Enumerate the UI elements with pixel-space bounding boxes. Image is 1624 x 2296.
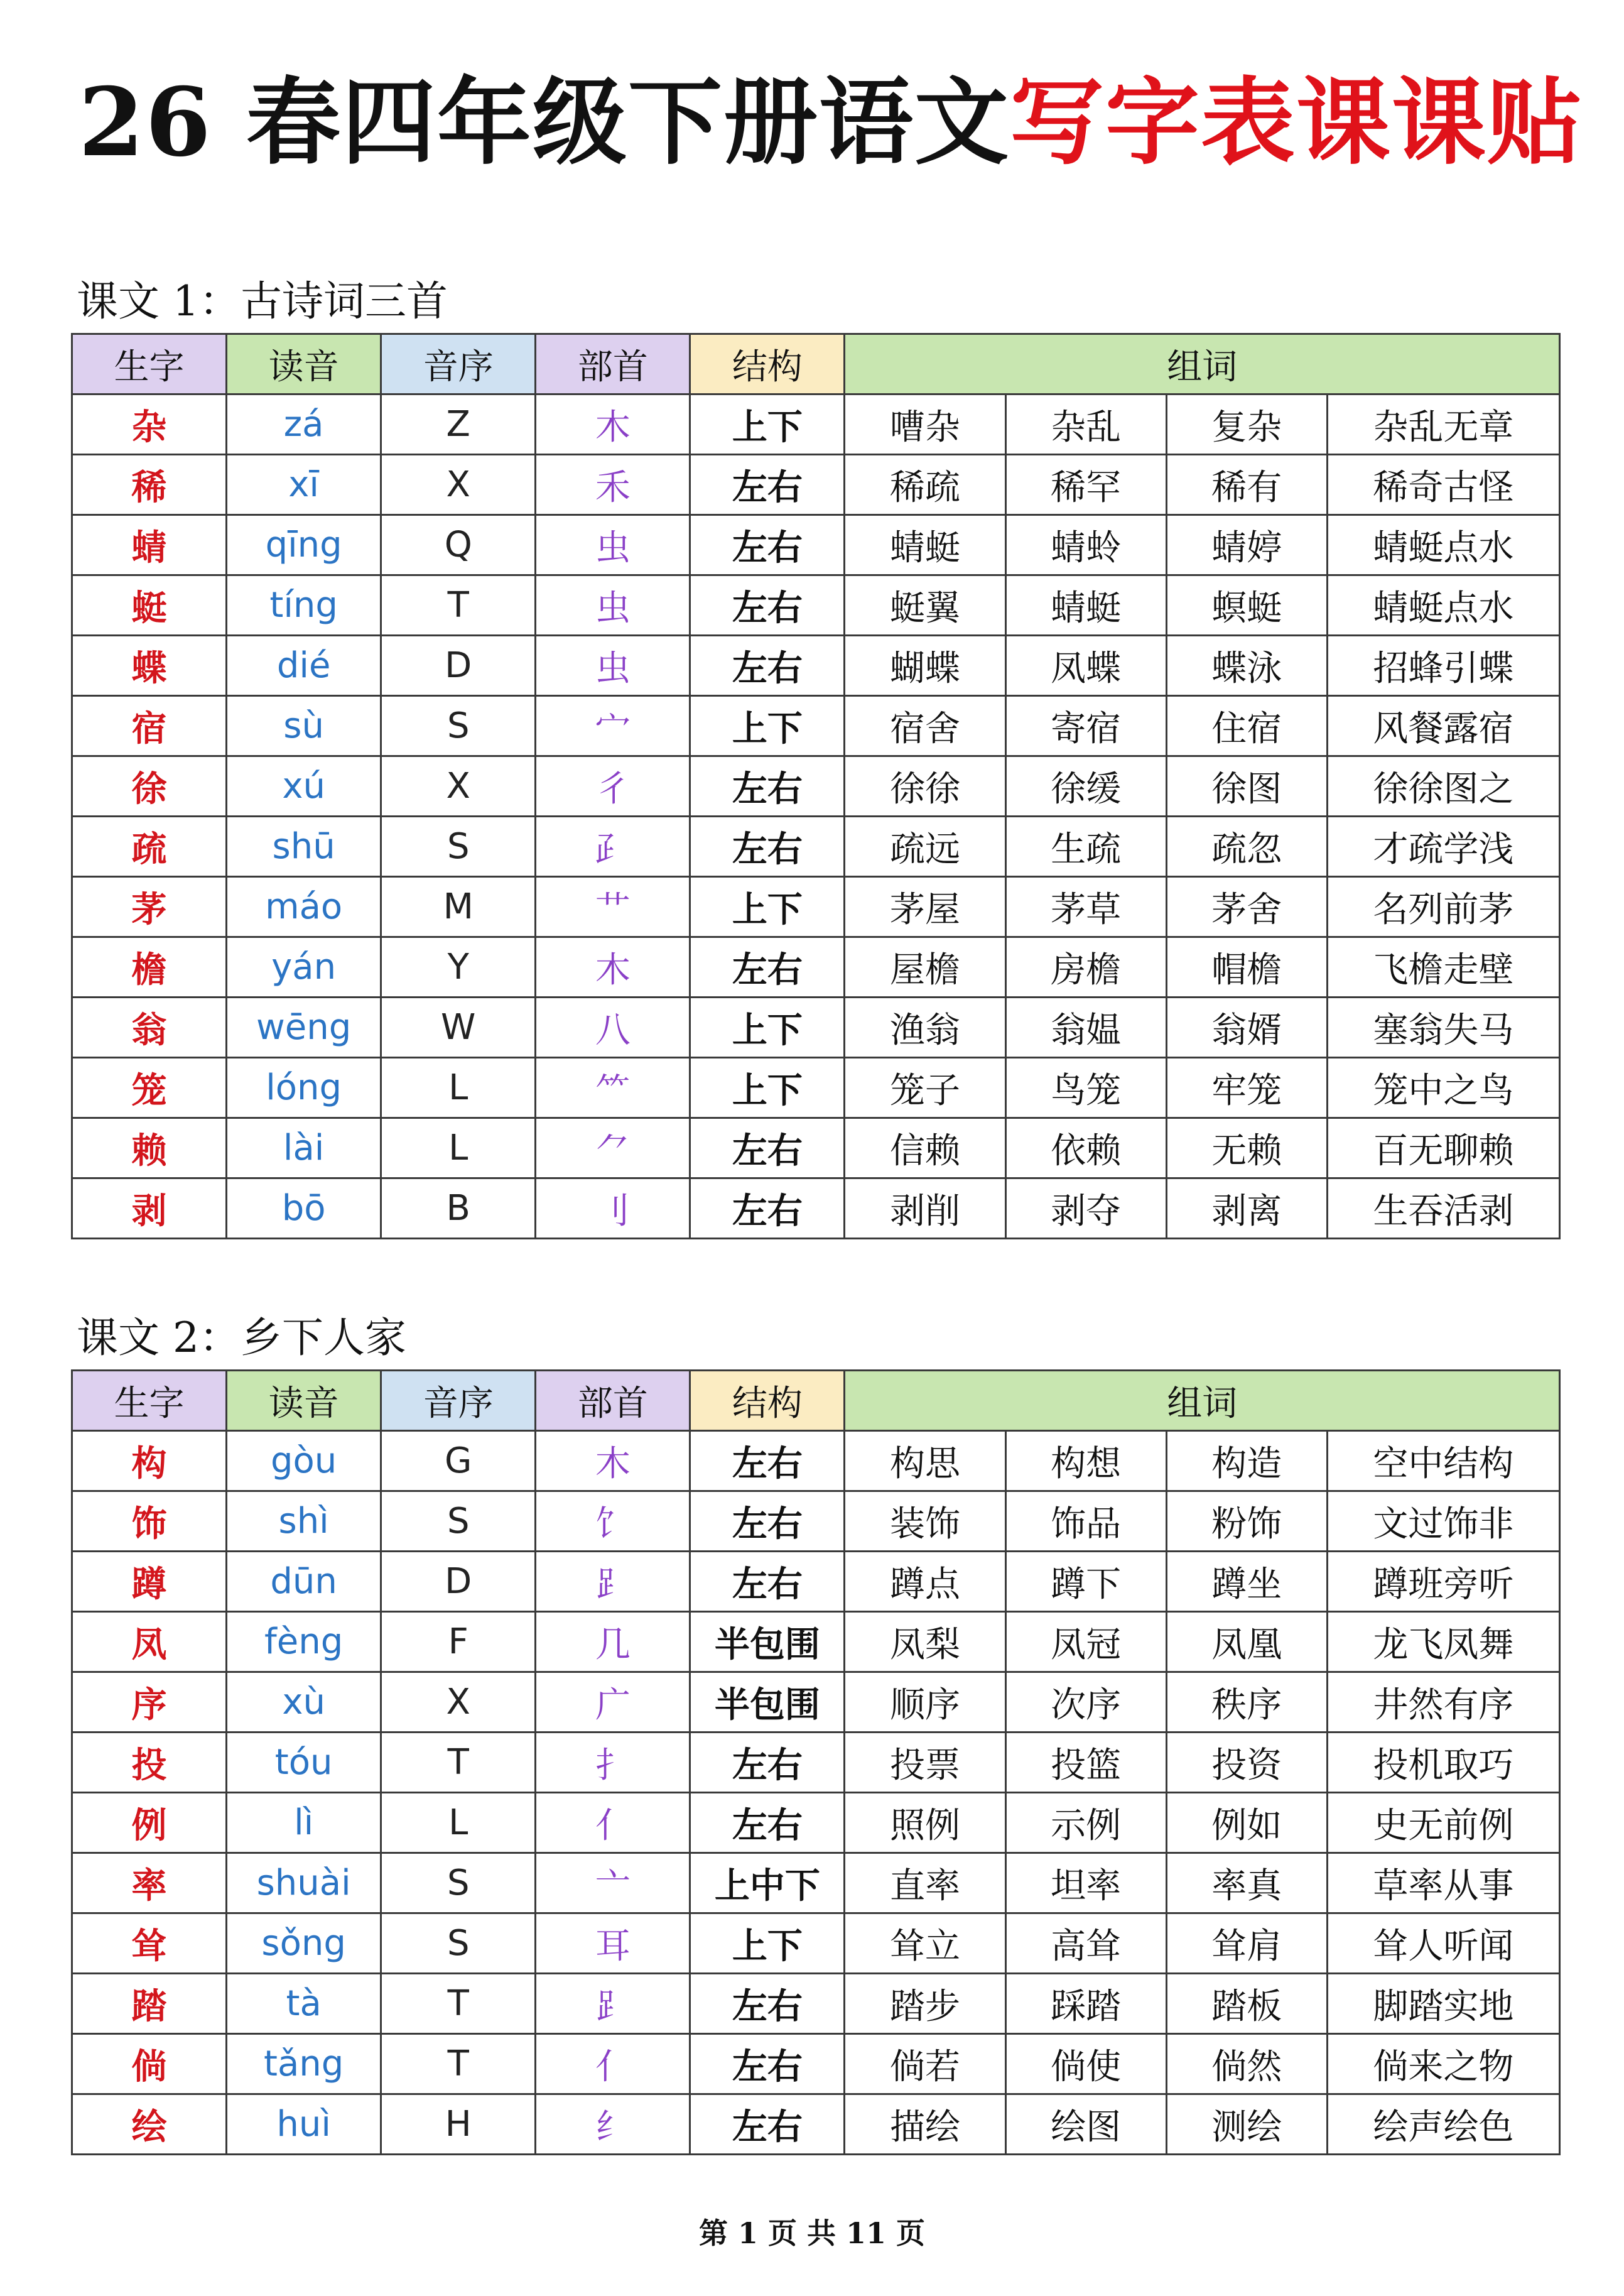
- header-structure: 结构: [690, 1371, 845, 1431]
- radical-cell: 扌: [536, 1733, 690, 1793]
- word-cell: 牢笼: [1166, 1058, 1327, 1118]
- word-cell: 稀疏: [845, 455, 1005, 515]
- header-order: 音序: [381, 334, 536, 394]
- structure-cell: 上下: [690, 1913, 845, 1974]
- word-cell: 稀有: [1166, 455, 1327, 515]
- idiom-cell: 绘声绘色: [1327, 2094, 1559, 2155]
- word-cell: 凤蝶: [1005, 636, 1166, 696]
- radical-cell: 几: [536, 1612, 690, 1672]
- structure-cell: 左右: [690, 1491, 845, 1552]
- word-cell: 投资: [1166, 1733, 1327, 1793]
- table-row: [72, 455, 1560, 515]
- order-cell: S: [381, 696, 536, 756]
- word-cell: 绘图: [1005, 2094, 1166, 2155]
- idiom-cell: 蜻蜓点水: [1327, 575, 1559, 636]
- pinyin-cell: lài: [227, 1118, 381, 1178]
- section-title-1: 课文 1：古诗词三首: [77, 277, 448, 325]
- word-cell: 茅舍: [1166, 877, 1327, 937]
- table-row: [72, 937, 1560, 998]
- table-row: [72, 756, 1560, 817]
- structure-cell: 上下: [690, 696, 845, 756]
- table-row: [72, 1913, 1560, 1974]
- word-cell: 笼子: [845, 1058, 1005, 1118]
- word-cell: 蝴蝶: [845, 636, 1005, 696]
- word-cell: 蹲下: [1005, 1552, 1166, 1612]
- word-cell: 示例: [1005, 1793, 1166, 1853]
- idiom-cell: 百无聊赖: [1327, 1118, 1559, 1178]
- structure-cell: 左右: [690, 756, 845, 817]
- char-cell: 饰: [72, 1491, 227, 1552]
- radical-cell: 亻: [536, 1793, 690, 1853]
- word-cell: 徐图: [1166, 756, 1327, 817]
- order-cell: M: [381, 877, 536, 937]
- char-cell: 踏: [72, 1974, 227, 2034]
- word-cell: 构思: [845, 1431, 1005, 1491]
- word-cell: 投票: [845, 1733, 1005, 1793]
- word-cell: 坦率: [1005, 1853, 1166, 1913]
- pinyin-cell: xī: [227, 455, 381, 515]
- word-cell: 构想: [1005, 1431, 1166, 1491]
- word-cell: 信赖: [845, 1118, 1005, 1178]
- idiom-cell: 脚踏实地: [1327, 1974, 1559, 2034]
- word-cell: 茅草: [1005, 877, 1166, 937]
- idiom-cell: 龙飞凤舞: [1327, 1612, 1559, 1672]
- table-row: [72, 1974, 1560, 2034]
- word-cell: 粉饰: [1166, 1491, 1327, 1552]
- word-cell: 蜻婷: [1166, 515, 1327, 575]
- table-row: [72, 696, 1560, 756]
- idiom-cell: 名列前茅: [1327, 877, 1559, 937]
- idiom-cell: 井然有序: [1327, 1672, 1559, 1733]
- radical-cell: ⻊: [536, 1552, 690, 1612]
- word-cell: 屋檐: [845, 937, 1005, 998]
- idiom-cell: 蹲班旁听: [1327, 1552, 1559, 1612]
- order-cell: D: [381, 1552, 536, 1612]
- order-cell: W: [381, 998, 536, 1058]
- header-words: 组词: [845, 334, 1560, 394]
- word-cell: 耸肩: [1166, 1913, 1327, 1974]
- header-order: 音序: [381, 1371, 536, 1431]
- idiom-cell: 笼中之鸟: [1327, 1058, 1559, 1118]
- idiom-cell: 生吞活剥: [1327, 1178, 1559, 1239]
- pinyin-cell: dūn: [227, 1552, 381, 1612]
- structure-cell: 半包围: [690, 1672, 845, 1733]
- order-cell: S: [381, 817, 536, 877]
- idiom-cell: 徐徐图之: [1327, 756, 1559, 817]
- radical-cell: ⺈: [536, 1118, 690, 1178]
- order-cell: L: [381, 1118, 536, 1178]
- radical-cell: 广: [536, 1672, 690, 1733]
- word-cell: 蹲坐: [1166, 1552, 1327, 1612]
- word-cell: 剥削: [845, 1178, 1005, 1239]
- structure-cell: 左右: [690, 2034, 845, 2094]
- order-cell: Q: [381, 515, 536, 575]
- idiom-cell: 风餐露宿: [1327, 696, 1559, 756]
- table-header-row: [72, 334, 1560, 394]
- structure-cell: 左右: [690, 455, 845, 515]
- order-cell: H: [381, 2094, 536, 2155]
- char-cell: 翁: [72, 998, 227, 1058]
- order-cell: L: [381, 1793, 536, 1853]
- word-cell: 倘若: [845, 2034, 1005, 2094]
- char-cell: 宿: [72, 696, 227, 756]
- char-cell: 徐: [72, 756, 227, 817]
- header-char: 生字: [72, 1371, 227, 1431]
- structure-cell: 左右: [690, 2094, 845, 2155]
- pinyin-cell: sù: [227, 696, 381, 756]
- idiom-cell: 飞檐走壁: [1327, 937, 1559, 998]
- word-cell: 踏板: [1166, 1974, 1327, 2034]
- pinyin-cell: máo: [227, 877, 381, 937]
- order-cell: F: [381, 1612, 536, 1672]
- radical-cell: 耳: [536, 1913, 690, 1974]
- order-cell: S: [381, 1853, 536, 1913]
- table-row: [72, 1672, 1560, 1733]
- order-cell: S: [381, 1491, 536, 1552]
- word-cell: 翁媪: [1005, 998, 1166, 1058]
- structure-cell: 上下: [690, 998, 845, 1058]
- word-cell: 无赖: [1166, 1118, 1327, 1178]
- word-cell: 寄宿: [1005, 696, 1166, 756]
- order-cell: X: [381, 455, 536, 515]
- pinyin-cell: shū: [227, 817, 381, 877]
- page-title: [78, 60, 1586, 185]
- table-row: [72, 817, 1560, 877]
- word-cell: 蜓翼: [845, 575, 1005, 636]
- char-cell: 耸: [72, 1913, 227, 1974]
- char-cell: 蹲: [72, 1552, 227, 1612]
- word-cell: 凤凰: [1166, 1612, 1327, 1672]
- word-cell: 依赖: [1005, 1118, 1166, 1178]
- table-row: [72, 1793, 1560, 1853]
- table-row: [72, 515, 1560, 575]
- char-cell: 构: [72, 1431, 227, 1491]
- table-row: [72, 2034, 1560, 2094]
- lesson-2-table: [71, 1369, 1561, 2155]
- table-row: [72, 1733, 1560, 1793]
- idiom-cell: 蜻蜓点水: [1327, 515, 1559, 575]
- word-cell: 例如: [1166, 1793, 1327, 1853]
- structure-cell: 左右: [690, 515, 845, 575]
- word-cell: 倘使: [1005, 2034, 1166, 2094]
- header-pinyin: 读音: [227, 334, 381, 394]
- header-pinyin: 读音: [227, 1371, 381, 1431]
- idiom-cell: 塞翁失马: [1327, 998, 1559, 1058]
- word-cell: 住宿: [1166, 696, 1327, 756]
- structure-cell: 左右: [690, 1178, 845, 1239]
- pinyin-cell: lì: [227, 1793, 381, 1853]
- word-cell: 杂乱: [1005, 394, 1166, 455]
- char-cell: 蝶: [72, 636, 227, 696]
- word-cell: 描绘: [845, 2094, 1005, 2155]
- structure-cell: 左右: [690, 1793, 845, 1853]
- table-row: [72, 1853, 1560, 1913]
- char-cell: 凤: [72, 1612, 227, 1672]
- pinyin-cell: tǎng: [227, 2034, 381, 2094]
- idiom-cell: 草率从事: [1327, 1853, 1559, 1913]
- header-words: 组词: [845, 1371, 1560, 1431]
- word-cell: 复杂: [1166, 394, 1327, 455]
- table-body: [72, 1431, 1560, 2155]
- pinyin-cell: lóng: [227, 1058, 381, 1118]
- radical-cell: 木: [536, 1431, 690, 1491]
- word-cell: 螟蜓: [1166, 575, 1327, 636]
- pinyin-cell: xú: [227, 756, 381, 817]
- order-cell: B: [381, 1178, 536, 1239]
- pinyin-cell: fèng: [227, 1612, 381, 1672]
- header-structure: 结构: [690, 334, 845, 394]
- structure-cell: 上下: [690, 1058, 845, 1118]
- pinyin-cell: shuài: [227, 1853, 381, 1913]
- idiom-cell: 空中结构: [1327, 1431, 1559, 1491]
- word-cell: 率真: [1166, 1853, 1327, 1913]
- pinyin-cell: zá: [227, 394, 381, 455]
- char-cell: 疏: [72, 817, 227, 877]
- structure-cell: 左右: [690, 937, 845, 998]
- word-cell: 帽檐: [1166, 937, 1327, 998]
- word-cell: 踏步: [845, 1974, 1005, 2034]
- idiom-cell: 投机取巧: [1327, 1733, 1559, 1793]
- structure-cell: 左右: [690, 1431, 845, 1491]
- radical-cell: 亠: [536, 1853, 690, 1913]
- table-row: [72, 394, 1560, 455]
- pinyin-cell: tíng: [227, 575, 381, 636]
- word-cell: 宿舍: [845, 696, 1005, 756]
- word-cell: 测绘: [1166, 2094, 1327, 2155]
- word-cell: 凤梨: [845, 1612, 1005, 1672]
- structure-cell: 左右: [690, 1118, 845, 1178]
- radical-cell: 亻: [536, 2034, 690, 2094]
- word-cell: 直率: [845, 1853, 1005, 1913]
- word-cell: 剥夺: [1005, 1178, 1166, 1239]
- structure-cell: 上下: [690, 394, 845, 455]
- word-cell: 装饰: [845, 1491, 1005, 1552]
- pinyin-cell: gòu: [227, 1431, 381, 1491]
- order-cell: Y: [381, 937, 536, 998]
- table-header-row: [72, 1371, 1560, 1431]
- idiom-cell: 稀奇古怪: [1327, 455, 1559, 515]
- idiom-cell: 倘来之物: [1327, 2034, 1559, 2094]
- radical-cell: 木: [536, 937, 690, 998]
- word-cell: 秩序: [1166, 1672, 1327, 1733]
- lesson-1-table: [71, 333, 1561, 1239]
- order-cell: T: [381, 1733, 536, 1793]
- radical-cell: 木: [536, 394, 690, 455]
- structure-cell: 左右: [690, 1733, 845, 1793]
- order-cell: G: [381, 1431, 536, 1491]
- radical-cell: 八: [536, 998, 690, 1058]
- char-cell: 率: [72, 1853, 227, 1913]
- structure-cell: 半包围: [690, 1612, 845, 1672]
- page-title-main: 26 春四年级下册语文: [78, 67, 1010, 178]
- structure-cell: 左右: [690, 1552, 845, 1612]
- char-cell: 笼: [72, 1058, 227, 1118]
- word-cell: 照例: [845, 1793, 1005, 1853]
- idiom-cell: 才疏学浅: [1327, 817, 1559, 877]
- structure-cell: 上中下: [690, 1853, 845, 1913]
- word-cell: 鸟笼: [1005, 1058, 1166, 1118]
- radical-cell: ⻊: [536, 1974, 690, 2034]
- pinyin-cell: bō: [227, 1178, 381, 1239]
- char-cell: 绘: [72, 2094, 227, 2155]
- radical-cell: 彳: [536, 756, 690, 817]
- word-cell: 蜻蜓: [1005, 575, 1166, 636]
- word-cell: 凤冠: [1005, 1612, 1166, 1672]
- pinyin-cell: xù: [227, 1672, 381, 1733]
- char-cell: 赖: [72, 1118, 227, 1178]
- table-row: [72, 1552, 1560, 1612]
- pinyin-cell: yán: [227, 937, 381, 998]
- char-cell: 序: [72, 1672, 227, 1733]
- char-cell: 檐: [72, 937, 227, 998]
- radical-cell: 禾: [536, 455, 690, 515]
- pinyin-cell: qīng: [227, 515, 381, 575]
- order-cell: T: [381, 1974, 536, 2034]
- word-cell: 蹲点: [845, 1552, 1005, 1612]
- radical-cell: 刂: [536, 1178, 690, 1239]
- word-cell: 徐徐: [845, 756, 1005, 817]
- char-cell: 稀: [72, 455, 227, 515]
- table-body: [72, 394, 1560, 1239]
- idiom-cell: 杂乱无章: [1327, 394, 1559, 455]
- word-cell: 生疏: [1005, 817, 1166, 877]
- word-cell: 踩踏: [1005, 1974, 1166, 2034]
- word-cell: 茅屋: [845, 877, 1005, 937]
- pinyin-cell: tà: [227, 1974, 381, 2034]
- word-cell: 疏忽: [1166, 817, 1327, 877]
- pinyin-cell: tóu: [227, 1733, 381, 1793]
- radical-cell: 虫: [536, 636, 690, 696]
- order-cell: T: [381, 575, 536, 636]
- idiom-cell: 招蜂引蝶: [1327, 636, 1559, 696]
- char-cell: 投: [72, 1733, 227, 1793]
- radical-cell: 纟: [536, 2094, 690, 2155]
- word-cell: 构造: [1166, 1431, 1327, 1491]
- structure-cell: 左右: [690, 1974, 845, 2034]
- pinyin-cell: dié: [227, 636, 381, 696]
- radical-cell: ⺮: [536, 1058, 690, 1118]
- structure-cell: 上下: [690, 877, 845, 937]
- word-cell: 蜻蛉: [1005, 515, 1166, 575]
- idiom-cell: 文过饰非: [1327, 1491, 1559, 1552]
- radical-cell: 饣: [536, 1491, 690, 1552]
- order-cell: L: [381, 1058, 536, 1118]
- table-row: [72, 1612, 1560, 1672]
- pinyin-cell: sǒng: [227, 1913, 381, 1974]
- pinyin-cell: wēng: [227, 998, 381, 1058]
- order-cell: X: [381, 756, 536, 817]
- word-cell: 耸立: [845, 1913, 1005, 1974]
- radical-cell: 艹: [536, 877, 690, 937]
- char-cell: 蜓: [72, 575, 227, 636]
- table-row: [72, 1178, 1560, 1239]
- word-cell: 翁婿: [1166, 998, 1327, 1058]
- word-cell: 顺序: [845, 1672, 1005, 1733]
- char-cell: 例: [72, 1793, 227, 1853]
- idiom-cell: 史无前例: [1327, 1793, 1559, 1853]
- word-cell: 饰品: [1005, 1491, 1166, 1552]
- table-row: [72, 2094, 1560, 2155]
- header-radical: 部首: [536, 1371, 690, 1431]
- word-cell: 蝶泳: [1166, 636, 1327, 696]
- radical-cell: 虫: [536, 575, 690, 636]
- char-cell: 剥: [72, 1178, 227, 1239]
- char-cell: 茅: [72, 877, 227, 937]
- radical-cell: ⺪: [536, 817, 690, 877]
- char-cell: 倘: [72, 2034, 227, 2094]
- section-title-2: 课文 2：乡下人家: [77, 1314, 406, 1362]
- table-row: [72, 1058, 1560, 1118]
- order-cell: S: [381, 1913, 536, 1974]
- page-title-accent: 写字表课课贴: [1009, 67, 1583, 178]
- order-cell: Z: [381, 394, 536, 455]
- table-row: [72, 1431, 1560, 1491]
- word-cell: 嘈杂: [845, 394, 1005, 455]
- pinyin-cell: shì: [227, 1491, 381, 1552]
- word-cell: 剥离: [1166, 1178, 1327, 1239]
- word-cell: 渔翁: [845, 998, 1005, 1058]
- table-row: [72, 575, 1560, 636]
- idiom-cell: 耸人听闻: [1327, 1913, 1559, 1974]
- word-cell: 徐缓: [1005, 756, 1166, 817]
- table-row: [72, 1491, 1560, 1552]
- table-row: [72, 877, 1560, 937]
- word-cell: 次序: [1005, 1672, 1166, 1733]
- word-cell: 房檐: [1005, 937, 1166, 998]
- char-cell: 杂: [72, 394, 227, 455]
- word-cell: 蜻蜓: [845, 515, 1005, 575]
- table-row: [72, 1118, 1560, 1178]
- structure-cell: 左右: [690, 636, 845, 696]
- order-cell: D: [381, 636, 536, 696]
- order-cell: T: [381, 2034, 536, 2094]
- structure-cell: 左右: [690, 817, 845, 877]
- word-cell: 疏远: [845, 817, 1005, 877]
- order-cell: X: [381, 1672, 536, 1733]
- table-row: [72, 998, 1560, 1058]
- structure-cell: 左右: [690, 575, 845, 636]
- header-char: 生字: [72, 334, 227, 394]
- header-radical: 部首: [536, 334, 690, 394]
- page-footer: 第 1 页 共 11 页: [698, 2216, 926, 2250]
- word-cell: 倘然: [1166, 2034, 1327, 2094]
- word-cell: 稀罕: [1005, 455, 1166, 515]
- radical-cell: 虫: [536, 515, 690, 575]
- word-cell: 投篮: [1005, 1733, 1166, 1793]
- pinyin-cell: huì: [227, 2094, 381, 2155]
- table-row: [72, 636, 1560, 696]
- radical-cell: 宀: [536, 696, 690, 756]
- word-cell: 高耸: [1005, 1913, 1166, 1974]
- char-cell: 蜻: [72, 515, 227, 575]
